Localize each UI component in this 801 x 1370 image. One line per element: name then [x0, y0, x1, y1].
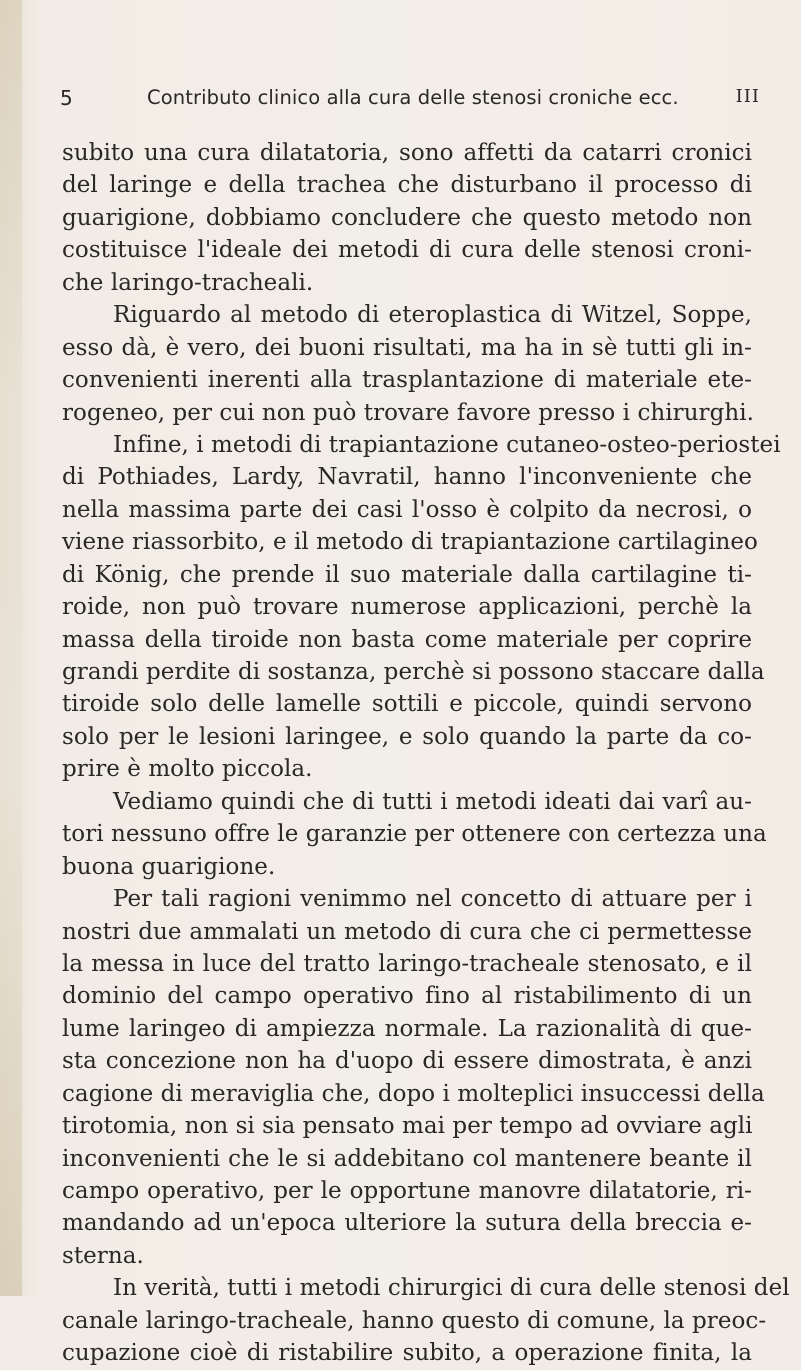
- text-line: di König, che prende il suo materiale dalla cartilagine ti-: [62, 561, 752, 588]
- body-text: [62, 137, 790, 1370]
- text-line: grandi perdite di sostanza, perchè si possono staccare dalla: [62, 659, 765, 685]
- text-line: canale laringo-tracheale, hanno questo di comune, la preoc-: [62, 1307, 767, 1334]
- text-line: prire è molto piccola.: [62, 756, 313, 783]
- text-line: che laringo-tracheali.: [62, 269, 314, 296]
- text-line: inconvenienti che le si addebitano col mantenere beante il: [62, 1145, 752, 1172]
- text-line: Infine, i metodi di trapiantazione cutaneo-osteo-periostei: [113, 431, 781, 458]
- text-line: lume laringeo di ampiezza normale. La razionalità di que-: [62, 1015, 752, 1042]
- text-line: massa della tiroide non basta come materiale per coprire: [62, 626, 752, 653]
- page-edge-stain: [0, 0, 22, 1296]
- text-line: subito una cura dilatatoria, sono affetti da catarri cronici: [62, 140, 752, 166]
- text-line: Vediamo quindi che di tutti i metodi ideati dai varî au-: [113, 788, 752, 815]
- text-line: mandando ad un'epoca ulteriore la sutura della breccia e-: [62, 1210, 752, 1237]
- paragraph: [62, 299, 755, 429]
- text-line: di Pothiades, Lardy, Navratil, hanno l'inconveniente che: [62, 464, 752, 491]
- text-line: cagione di meraviglia che, dopo i molteplici insuccessi della: [62, 1080, 765, 1107]
- paragraph: [62, 137, 752, 299]
- text-line: guarigione, dobbiamo concludere che questo metodo non: [62, 204, 752, 231]
- running-header: [60, 86, 760, 114]
- text-line: convenienti inerenti alla trasplantazione di materiale ete-: [62, 367, 752, 394]
- text-line: Riguardo al metodo di eteroplastica di Witzel, Soppe,: [113, 302, 752, 329]
- text-line: dominio del campo operativo fino al ristabilimento di un: [62, 983, 752, 1010]
- text-line: Per tali ragioni venimmo nel concetto di attuare per i: [113, 886, 752, 913]
- text-line: esso dà, è vero, dei buoni risultati, ma ha in sè tutti gli in-: [62, 334, 752, 361]
- paragraph: [62, 429, 781, 786]
- text-line: nostri due ammalati un metodo di cura che ci permettesse: [62, 918, 752, 945]
- text-line: sta concezione non ha d'uopo di essere dimostrata, è anzi: [62, 1048, 752, 1075]
- section-number: 5: [60, 86, 73, 110]
- text-line: nella massima parte dei casi l'osso è colpito da necrosi, o: [62, 496, 752, 523]
- text-line: solo per le lesioni laringee, e solo quando la parte da co-: [62, 723, 752, 750]
- text-line: costituisce l'ideale dei metodi di cura delle stenosi croni-: [62, 237, 752, 264]
- paragraph: [62, 883, 765, 1272]
- text-line: roide, non può trovare numerose applicazioni, perchè la: [62, 594, 752, 621]
- paragraph: [62, 1272, 790, 1369]
- text-line: cupazione cioè di ristabilire subito, a operazione finita, la: [62, 1340, 752, 1367]
- text-line: rogeneo, per cui non può trovare favore presso i chirurghi.: [62, 399, 755, 426]
- text-line: buona guarigione.: [62, 853, 276, 880]
- paragraph: [62, 786, 767, 883]
- text-line: tiroide solo delle lamelle sottili e piccole, quindi servono: [62, 691, 752, 718]
- text-line: campo operativo, per le opportune manovre dilatatorie, ri-: [62, 1178, 752, 1204]
- text-line: del laringe e della trachea che disturbano il processo di: [62, 172, 752, 199]
- running-title: Contributo clinico alla cura delle stenosi croniche ecc.: [147, 86, 679, 109]
- text-line: tori nessuno offre le garanzie per ottenere con certezza una: [62, 821, 767, 848]
- text-line: viene riassorbito, e il metodo di trapiantazione cartilagineo: [62, 529, 758, 556]
- text-line: la messa in luce del tratto laringo-tracheale stenosato, e il: [62, 950, 752, 977]
- text-line: tirotomia, non si sia pensato mai per tempo ad ovviare agli: [62, 1113, 753, 1140]
- text-line: sterna.: [62, 1242, 144, 1269]
- text-line: In verità, tutti i metodi chirurgici di cura delle stenosi del: [113, 1275, 790, 1302]
- page-number: III: [735, 86, 760, 107]
